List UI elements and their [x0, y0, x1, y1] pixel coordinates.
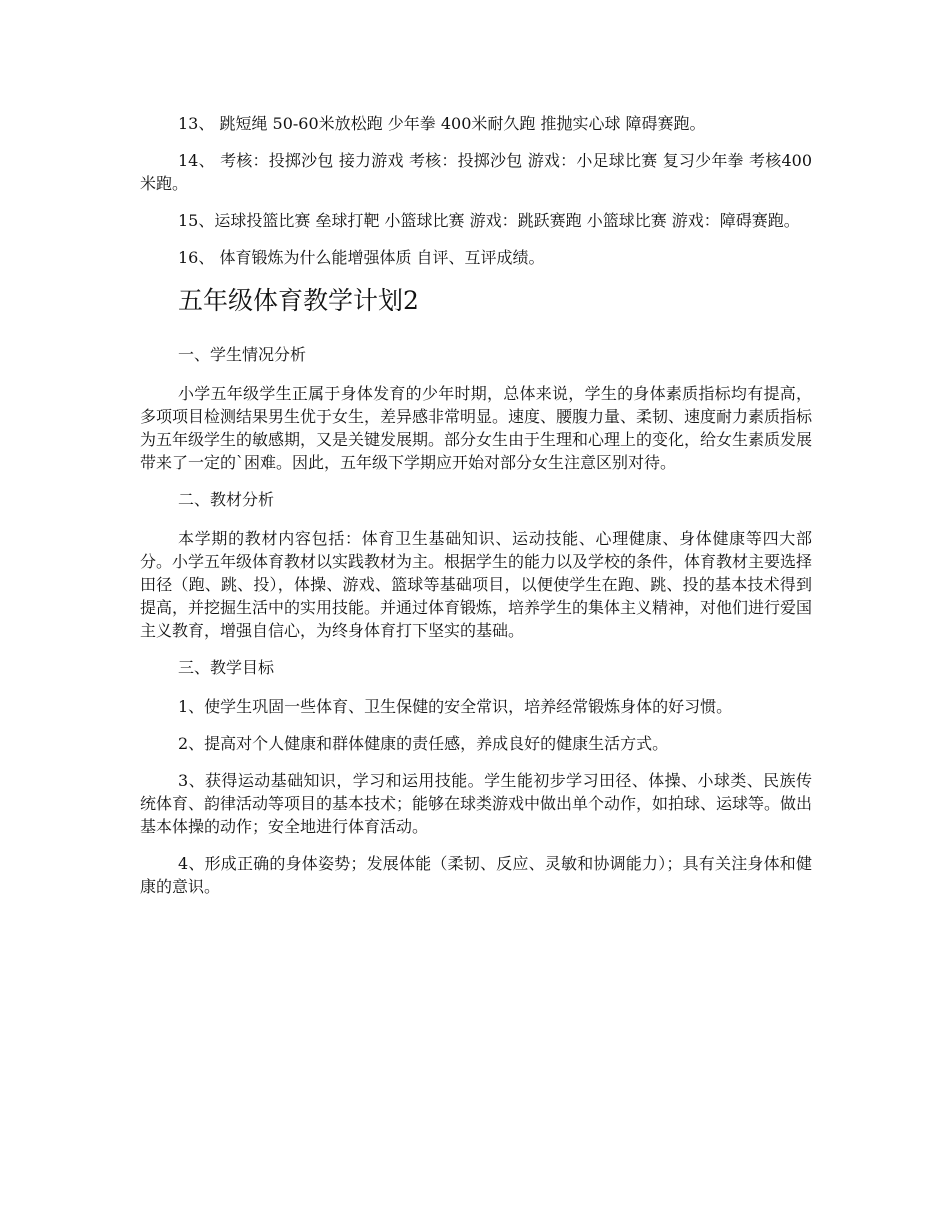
goal-item-1: 1、使学生巩固一些体育、卫生保健的安全常识，培养经常锻炼身体的好习惯。 — [178, 697, 733, 716]
schedule-line-16: 16、 体育锻炼为什么能增强体质 自评、互评成绩。 — [178, 248, 545, 267]
document-title: 五年级体育教学计划2 — [178, 286, 419, 315]
schedule-line-13: 13、 跳短绳 50-60米放松跑 少年拳 400米耐久跑 推抛实心球 障碍赛跑。 — [178, 114, 706, 133]
section-heading-teaching-goals: 三、教学目标 — [178, 658, 275, 677]
section-body-student-analysis: 小学五年级学生正属于身体发育的少年时期，总体来说，学生的身体素质指标均有提高，多项项目检测结果男生优于女生，差异感非常明显。速度、腰腹力量、柔韧、速度耐力素质指标为五年级学生的敏感期，又是关键发展期。部分女生由于生理和心理上的变化，给女生素质发展带来了一定的`困难。因此，五年级下学期应开始对部分女生注意区别对待。 — [140, 384, 813, 472]
goal-item-3: 3、获得运动基础知识，学习和运用技能。学生能初步学习田径、体操、小球类、民族传统体育、韵律活动等项目的基本技术；能够在球类游戏中做出单个动作，如拍球、运球等。做出基本体操的动作；安全地进行体育活动。 — [140, 771, 813, 836]
schedule-line-14: 14、 考核：投掷沙包 接力游戏 考核：投掷沙包 游戏：小足球比赛 复习少年拳 考核400米跑。 — [140, 151, 812, 193]
goal-item-4: 4、形成正确的身体姿势；发展体能（柔韧、反应、灵敏和协调能力）；具有关注身体和健康的意识。 — [140, 854, 812, 896]
document-page — [140, 112, 812, 912]
section-heading-material-analysis: 二、教材分析 — [178, 490, 275, 509]
goal-item-2: 2、提高对个人健康和群体健康的责任感，养成良好的健康生活方式。 — [178, 734, 669, 753]
section-heading-student-analysis: 一、学生情况分析 — [178, 345, 307, 364]
section-body-material-analysis: 本学期的教材内容包括：体育卫生基础知识、运动技能、心理健康、身体健康等四大部分。小学五年级体育教材以实践教材为主。根据学生的能力以及学校的条件，体育教材主要选择田径（跑、跳、投），体操、游戏、篮球等基础项目，以便使学生在跑、跳、投的基本技术得到提高，并挖掘生活中的实用技能。并通过体育锻炼，培养学生的集体主义精神，对他们进行爱国主义教育，增强自信心，为终身体育打下坚实的基础。 — [140, 529, 813, 640]
schedule-line-15: 15、运球投篮比赛 垒球打靶 小篮球比赛 游戏：跳跃赛跑 小篮球比赛 游戏：障碍赛跑。 — [178, 211, 800, 230]
